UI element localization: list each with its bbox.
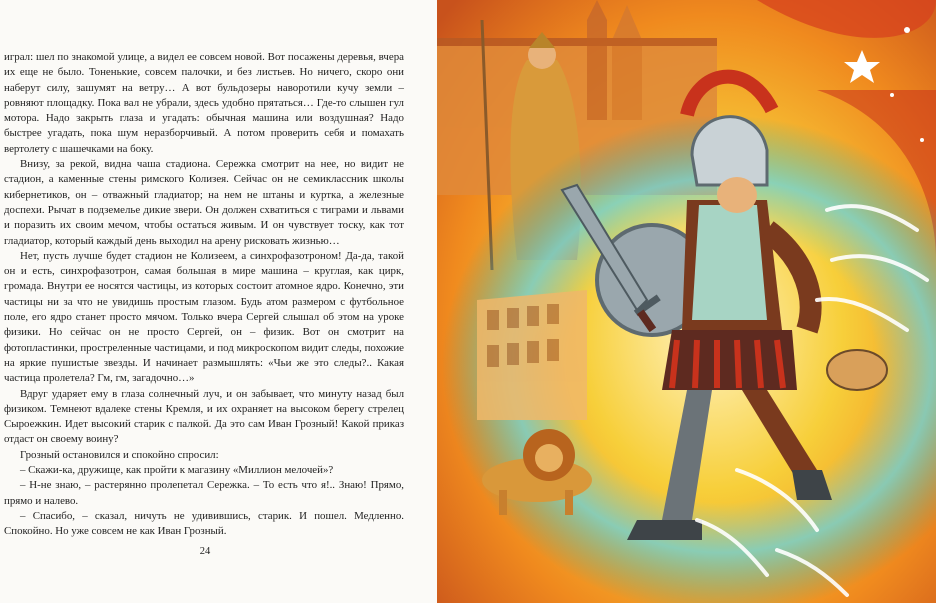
paragraph: Грозный остановился и спокойно спросил: <box>20 448 219 461</box>
page-number: 24 <box>199 546 211 557</box>
paragraph: играл: шел по знакомой улице, а видел ее совсем новой. Вот посажены деревья, вчера их еще не было. Тоненькие, совсем палочки, и без листьев. Но ничего, скоро они наберут силу, зашумят на ветру… А вот бульдозеры наворотили кучу земли – ровняют площадку. Пока вал не убрали, здесь удобно прятаться… Где-то слышен гул мотора. Надо закрыть глаза и угадать: обычная машина или воздушная? Надо быстрее угадать, пока шум неразборчивый. А потом проверить себя и помахать вертолету с шашечками на боку. <box>4 51 404 155</box>
gladiator-illustration <box>437 0 936 603</box>
illustration <box>437 0 936 603</box>
paragraph: Нет, пусть лучше будет стадион не Колизеем, а синхрофазотроном! Да-да, такой он и есть, синхрофазотрон, самая большая в мире машина – круглая, как цирк, громада. Внутри ее носятся частицы, из которых состоит атомное ядро. Конечно, эти частицы ни за что не увидишь простым глазом. Будь атом размером с футбольное поле, его ядро станет просто мячом. Только вчера Сергей слышал об этом на уроке физики. Но сейчас он не просто Сергей, он – физик. Вот он смотрит на фотопластинки, простреленные частицами, и под микроскопом видит следы, похожие на яркие пушистые звезды. И начинает размышлять: «Чьи же это следы?.. Какая частица пролетела? Гм, гм, загадочно…» <box>4 249 404 385</box>
story-text <box>4 50 404 540</box>
paragraph: – Н-не знаю, – растерянно пролепетал Сережка. – То есть что я!.. Знаю! Прямо, прямо и налево. <box>4 479 404 507</box>
paragraph: Вдруг ударяет ему в глаза солнечный луч, и он забывает, что минуту назад был физиком. Темнеют вдалеке стены Кремля, и их охраняет на высоком берегу стрелец Сыроежкин. Идет высокий старик с палкой. Да это сам Иван Грозный! Какой приказ отдаст он своему воину? <box>4 387 404 446</box>
paragraph: – Спасибо, – сказал, ничуть не удивившись, старик. И пошел. Медленно. Спокойно. Но уже совсем не как Иван Грозный. <box>4 509 404 538</box>
left-page <box>0 0 437 603</box>
paragraph: Внизу, за рекой, видна чаша стадиона. Сережка смотрит на нее, но видит не стадион, а каменные стены римского Колизея. Сейчас он не семиклассник школы кибернетиков, он – отважный гладиатор; на нем не штаны и куртка, а железные доспехи. Рычат в подземелье дикие звери. Он должен схватиться с тиграми и львами и поразить их своим мечом, чтобы остаться живым. И он чувствует тоску, как тот гладиатор, который каждый день выходил на арену рисковать жизнью… <box>4 158 404 247</box>
colosseum-icon <box>477 290 587 420</box>
paragraph: – Скажи-ка, дружище, как пройти к магазину «Миллион мелочей»? <box>20 464 334 477</box>
net-icon <box>827 350 887 390</box>
